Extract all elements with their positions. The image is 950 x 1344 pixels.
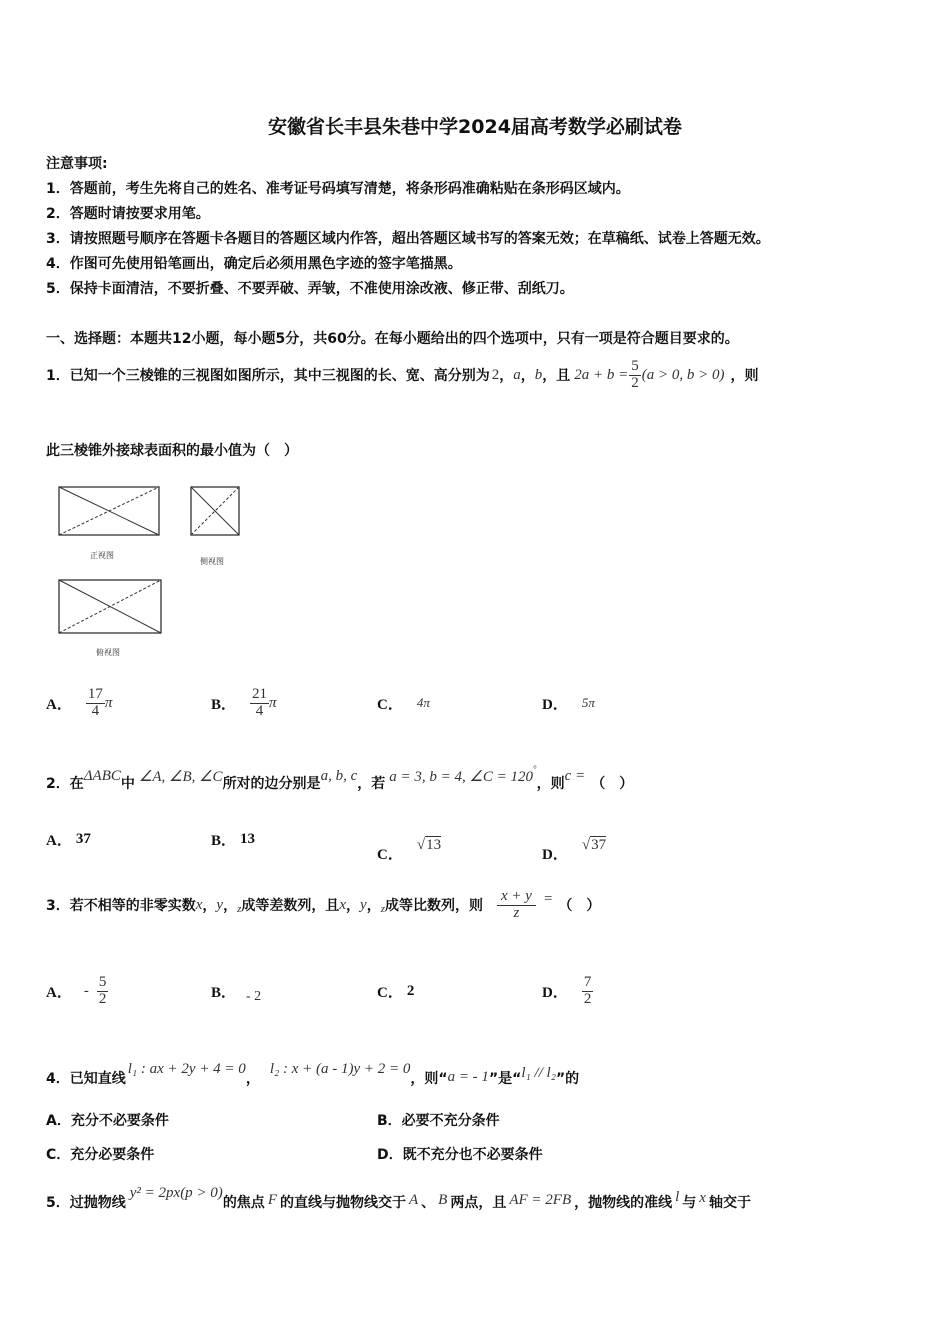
q3-x: x bbox=[195, 896, 203, 913]
q3-fraction-den: z bbox=[513, 904, 520, 921]
option-value: 4π bbox=[416, 695, 430, 710]
option-fraction-num: 7 bbox=[583, 973, 592, 990]
option-label: C． bbox=[377, 696, 403, 713]
option-label: D． bbox=[377, 1147, 403, 1163]
q2-triangle: ΔABC bbox=[83, 767, 121, 784]
front-view-caption: 正视图 bbox=[90, 551, 114, 560]
q3-x: x bbox=[339, 896, 347, 913]
q4-text: ”的 bbox=[555, 1071, 580, 1087]
q5-text: 5．过抛物线 bbox=[46, 1195, 126, 1211]
q2-text: ，若 bbox=[357, 776, 386, 792]
q3-option-a[interactable] bbox=[46, 966, 108, 1016]
option-fraction bbox=[250, 687, 269, 720]
q3-y: y bbox=[216, 896, 224, 913]
q1-fraction bbox=[629, 359, 641, 392]
q5-focus: F bbox=[267, 1192, 277, 1208]
notice-heading: 注意事项: bbox=[46, 156, 108, 172]
notice-item: 1．答题前，考生先将自己的姓名、准考证号码填写清楚，将条形码准确粘贴在条形码区域内。 bbox=[46, 181, 630, 197]
q2-condition: a = 3, b = 4, ∠C = 120 bbox=[389, 768, 534, 785]
option-pi: π bbox=[269, 694, 277, 711]
q5-parabola: y² = 2px bbox=[129, 1185, 181, 1201]
q2-text: 2．在 bbox=[46, 776, 84, 792]
sqrt-radicand: 13 bbox=[426, 837, 442, 853]
option-value: 既不充分也不必要条件 bbox=[402, 1147, 543, 1163]
q2-option-c[interactable] bbox=[377, 822, 441, 864]
option-fraction-den: 4 bbox=[91, 702, 100, 719]
q3-fraction-num: x + y bbox=[497, 889, 536, 906]
option-label: A． bbox=[46, 1113, 71, 1129]
option-label: D． bbox=[542, 984, 568, 1001]
q5-point-a: A bbox=[408, 1192, 419, 1208]
q3-fraction bbox=[497, 889, 536, 922]
q5-text: ，抛物线的准线 bbox=[574, 1195, 673, 1211]
question-5-stem bbox=[46, 1178, 751, 1212]
q1-condition: (a > 0, b > 0) bbox=[641, 366, 725, 383]
top-view-figure bbox=[56, 577, 166, 637]
option-label: A． bbox=[46, 696, 72, 713]
option-value: 必要不充分条件 bbox=[401, 1113, 500, 1129]
q3-y: y bbox=[360, 896, 367, 913]
option-label: B． bbox=[211, 984, 237, 1001]
q3-option-d[interactable] bbox=[542, 966, 593, 1016]
q3-paren: （ ） bbox=[558, 898, 601, 914]
q4-option-c[interactable] bbox=[46, 1144, 154, 1164]
q4-line-1: l₁ : ax + 2y + 4 = 0 bbox=[127, 1061, 246, 1077]
q1-width: a bbox=[513, 366, 521, 383]
q3-comma: ， bbox=[223, 898, 238, 914]
option-label: A． bbox=[46, 984, 72, 1001]
q4-condition-1: a = - 1 bbox=[447, 1069, 489, 1085]
q4-option-d[interactable] bbox=[377, 1144, 543, 1164]
side-view-figure bbox=[188, 484, 244, 540]
q4-text: 4．已知直线 bbox=[46, 1071, 126, 1087]
q4-text: ，则“ bbox=[410, 1071, 448, 1087]
option-fraction-den: 2 bbox=[583, 990, 592, 1007]
q1-text: 1．已知一个三棱锥的三视图如图所示，其中三视图的长、宽、高分别为 bbox=[46, 368, 490, 384]
notice-item: 2．答题时请按要求用笔。 bbox=[46, 206, 210, 222]
option-value: 13 bbox=[240, 830, 256, 847]
option-value: 2 bbox=[406, 982, 415, 999]
front-view-figure bbox=[56, 484, 166, 540]
q1-option-c[interactable] bbox=[377, 680, 430, 726]
option-value: 37 bbox=[75, 830, 91, 847]
option-value: 充分不必要条件 bbox=[70, 1113, 169, 1129]
q3-option-b[interactable] bbox=[211, 966, 261, 1016]
option-label: A． bbox=[46, 832, 72, 849]
q3-equals: = bbox=[543, 890, 553, 907]
q1-and: ，且 bbox=[542, 368, 571, 384]
option-fraction bbox=[97, 975, 109, 1008]
sqrt-sign: √ bbox=[581, 837, 591, 853]
option-fraction-num: 5 bbox=[98, 973, 107, 990]
q4-line-2: l₂ : x + (a - 1)y + 2 = 0 bbox=[269, 1061, 411, 1077]
option-label: B． bbox=[377, 1113, 402, 1129]
q1-comma: ， bbox=[499, 368, 514, 384]
q4-text: ”是“ bbox=[488, 1071, 522, 1087]
q3-comma: ， bbox=[202, 898, 217, 914]
question-4-stem bbox=[46, 1052, 579, 1088]
option-value: 5π bbox=[581, 695, 595, 710]
q5-text: 与 bbox=[682, 1195, 697, 1211]
q1-option-b[interactable] bbox=[211, 680, 277, 726]
q2-paren: （ ） bbox=[591, 776, 634, 792]
q2-angles: ∠A, ∠B, ∠C bbox=[138, 768, 223, 785]
question-2-stem bbox=[46, 766, 633, 800]
option-label: C． bbox=[377, 984, 403, 1001]
q5-directrix: l bbox=[675, 1189, 680, 1205]
q3-text: 3．若不相等的非零实数 bbox=[46, 898, 196, 914]
q5-text: 的直线与抛物线交于 bbox=[279, 1195, 406, 1211]
q5-equation: AF = 2FB bbox=[509, 1192, 572, 1208]
q2-text: ，则 bbox=[536, 776, 565, 792]
q1-equation: 2a + b = bbox=[574, 366, 629, 383]
q1-fraction-num: 5 bbox=[631, 357, 639, 374]
q5-text: 两点，且 bbox=[450, 1195, 507, 1211]
q1-fraction-den: 2 bbox=[631, 374, 639, 391]
option-sqrt bbox=[582, 837, 606, 854]
q3-text: 成等差数列，且 bbox=[241, 898, 340, 914]
q4-comma: ， bbox=[245, 1071, 260, 1087]
q3-option-c[interactable] bbox=[377, 966, 414, 1016]
q3-z: z bbox=[237, 903, 242, 915]
q1-height: b bbox=[534, 366, 543, 383]
q5-x-axis: x bbox=[699, 1190, 706, 1206]
option-label: B． bbox=[211, 832, 237, 849]
q2-option-d[interactable] bbox=[542, 822, 606, 864]
option-label: D． bbox=[542, 847, 568, 863]
q1-comma: ， bbox=[520, 368, 535, 384]
q3-z: z bbox=[380, 903, 385, 915]
q1-then: ，则 bbox=[730, 368, 759, 384]
option-value: 充分必要条件 bbox=[70, 1147, 155, 1163]
option-minus: - bbox=[83, 982, 89, 999]
notice-item: 3．请按照题号顺序在答题卡各题目的答题区域内作答，超出答题区域书写的答案无效；在草稿纸、试卷上答题无效。 bbox=[46, 231, 770, 247]
option-label: B． bbox=[211, 696, 237, 713]
q3-text: 成等比数列，则 bbox=[385, 898, 483, 914]
q5-text: 的焦点 bbox=[222, 1195, 265, 1211]
option-label: D． bbox=[542, 696, 568, 713]
q2-c: c = bbox=[564, 767, 586, 784]
q5-text: 轴交于 bbox=[708, 1195, 751, 1211]
q1-option-d[interactable] bbox=[542, 680, 595, 726]
question-3-stem bbox=[46, 882, 600, 928]
option-fraction bbox=[86, 687, 105, 720]
q2-option-b[interactable] bbox=[211, 822, 255, 856]
option-fraction-den: 2 bbox=[98, 990, 107, 1007]
option-label: C． bbox=[46, 1147, 71, 1163]
option-fraction-num: 17 bbox=[87, 685, 103, 702]
side-view-caption: 侧视图 bbox=[200, 557, 224, 566]
page-title: 安徽省长丰县朱巷中学2024届高考数学必刷试卷 bbox=[268, 116, 682, 138]
top-view-caption: 俯视图 bbox=[96, 648, 120, 657]
q2-text: 中 bbox=[120, 776, 135, 792]
q2-option-a[interactable] bbox=[46, 822, 91, 856]
option-fraction-num: 21 bbox=[252, 685, 268, 702]
q1-option-a[interactable] bbox=[46, 680, 112, 726]
option-sqrt bbox=[417, 837, 441, 854]
q3-comma: ， bbox=[346, 898, 361, 914]
option-fraction-den: 4 bbox=[255, 702, 264, 719]
option-pi: π bbox=[104, 694, 113, 711]
q5-point-b: B bbox=[438, 1192, 448, 1208]
q2-text: 所对的边分别是 bbox=[222, 776, 321, 792]
section-heading: 一、选择题：本题共12小题，每小题5分，共60分。在每小题给出的四个选项中，只有一项是符合题目要求的。 bbox=[46, 331, 739, 347]
q4-option-a[interactable] bbox=[46, 1110, 169, 1130]
q2-degree: ° bbox=[533, 764, 537, 774]
q5-text: 、 bbox=[421, 1195, 436, 1211]
q3-comma: ， bbox=[366, 898, 381, 914]
notice-item: 5．保持卡面清洁，不要折叠、不要弄破、弄皱，不准使用涂改液、修正带、刮纸刀。 bbox=[46, 281, 574, 297]
sqrt-sign: √ bbox=[416, 837, 426, 853]
question-1-stem-end: 此三棱锥外接球表面积的最小值为（ ） bbox=[46, 443, 298, 459]
q5-condition: (p > 0) bbox=[180, 1185, 223, 1201]
q2-sides: a, b, c bbox=[320, 767, 358, 784]
q4-option-b[interactable] bbox=[377, 1110, 500, 1130]
option-label: C． bbox=[377, 847, 403, 863]
sqrt-radicand: 37 bbox=[591, 837, 607, 853]
question-1-stem bbox=[46, 352, 758, 398]
option-fraction bbox=[582, 975, 594, 1008]
option-value: - 2 bbox=[246, 989, 262, 1004]
notice-item: 4．作图可先使用铅笔画出，确定后必须用黑色字迹的签字笔描黑。 bbox=[46, 256, 462, 272]
q1-length: 2 bbox=[491, 366, 500, 383]
q4-condition-2: l₁ // l₂ bbox=[521, 1065, 556, 1081]
